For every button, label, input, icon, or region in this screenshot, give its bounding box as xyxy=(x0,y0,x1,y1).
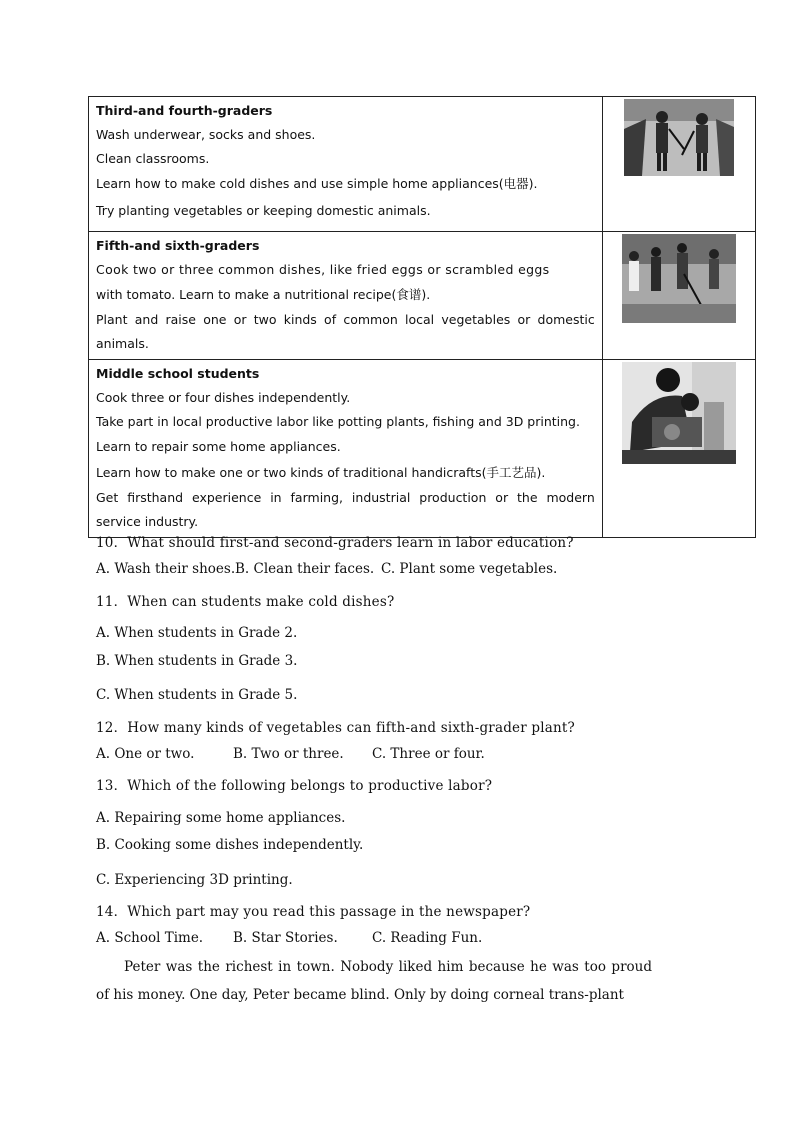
question-11-stem: 11．When can students make cold dishes? xyxy=(96,594,395,610)
photo-students-cleaning xyxy=(624,99,734,176)
row-line: Learn how to make cold dishes and use simple home appliances(电器). xyxy=(96,176,538,191)
question-12-option-b: B. Two or three. xyxy=(233,746,344,762)
question-11-option-a: A. When students in Grade 2. xyxy=(96,625,298,641)
labor-education-table xyxy=(88,96,756,538)
row-line: Learn how to make one or two kinds of traditional handicrafts(手工艺品). xyxy=(96,465,546,480)
question-13-stem: 13．Which of the following belongs to productive labor? xyxy=(96,778,493,794)
table-row-third-fourth xyxy=(89,97,756,232)
question-13-option-c: C. Experiencing 3D printing. xyxy=(96,872,293,888)
photo-students-farming xyxy=(622,234,736,323)
row-line: Plant and raise one or two kinds of common local vegetables or domestic animals. xyxy=(96,312,595,351)
question-13-option-a: A. Repairing some home appliances. xyxy=(96,810,346,826)
question-10-option-a: A. Wash their shoes. xyxy=(96,561,236,577)
photo-students-repairing xyxy=(622,362,736,464)
question-11-option-b: B. When students in Grade 3. xyxy=(96,653,298,669)
row-text-cell xyxy=(89,97,603,232)
question-14-option-c: C. Reading Fun. xyxy=(372,930,483,946)
row-line: Clean classrooms. xyxy=(96,151,210,166)
row-heading: Third-and fourth-graders xyxy=(96,103,273,118)
question-10-option-c: C. Plant some vegetables. xyxy=(381,561,558,577)
question-13-option-b: B. Cooking some dishes independently. xyxy=(96,837,364,853)
question-10-stem: 10．What should first-and second-graders learn in labor education? xyxy=(96,535,574,551)
row-text-cell xyxy=(89,360,603,538)
row-line: Try planting vegetables or keeping domestic animals. xyxy=(96,203,431,218)
row-heading: Middle school students xyxy=(96,366,260,381)
row-photo-cell xyxy=(602,232,755,360)
question-12-stem: 12．How many kinds of vegetables can fifth-and sixth-grader plant? xyxy=(96,720,575,736)
row-line: Wash underwear, socks and shoes. xyxy=(96,127,316,142)
question-10-option-b: B. Clean their faces. xyxy=(235,561,375,577)
table-row-fifth-sixth xyxy=(89,232,756,360)
row-line: Cook three or four dishes independently. xyxy=(96,390,351,405)
row-line: with tomato. Learn to make a nutritional recipe(食谱). xyxy=(96,287,431,302)
row-photo-cell xyxy=(602,360,755,538)
row-line: Cook two or three common dishes, like fried eggs or scrambled eggs xyxy=(96,262,550,277)
row-line: Take part in local productive labor like potting plants, fishing and 3D printing. xyxy=(96,414,580,429)
table-row-middle-school xyxy=(89,360,756,538)
question-12-option-c: C. Three or four. xyxy=(372,746,485,762)
row-line: Get firsthand experience in farming, industrial production or the modern service industry. xyxy=(96,490,595,529)
question-14-stem: 14．Which part may you read this passage in the newspaper? xyxy=(96,904,531,920)
question-11-option-c: C. When students in Grade 5. xyxy=(96,687,298,703)
reading-passage xyxy=(96,953,652,1009)
row-text-cell xyxy=(89,232,603,360)
passage-paragraph: Peter was the richest in town. Nobody liked him because he was too proud of his money. One day, Peter became blind. Only by doing corneal trans-plant xyxy=(96,959,652,1003)
row-photo-cell xyxy=(602,97,755,232)
row-heading: Fifth-and sixth-graders xyxy=(96,238,260,253)
row-line: Learn to repair some home appliances. xyxy=(96,439,341,454)
question-14-option-a: A. School Time. xyxy=(96,930,204,946)
question-14-option-b: B. Star Stories. xyxy=(233,930,338,946)
question-12-option-a: A. One or two. xyxy=(96,746,195,762)
